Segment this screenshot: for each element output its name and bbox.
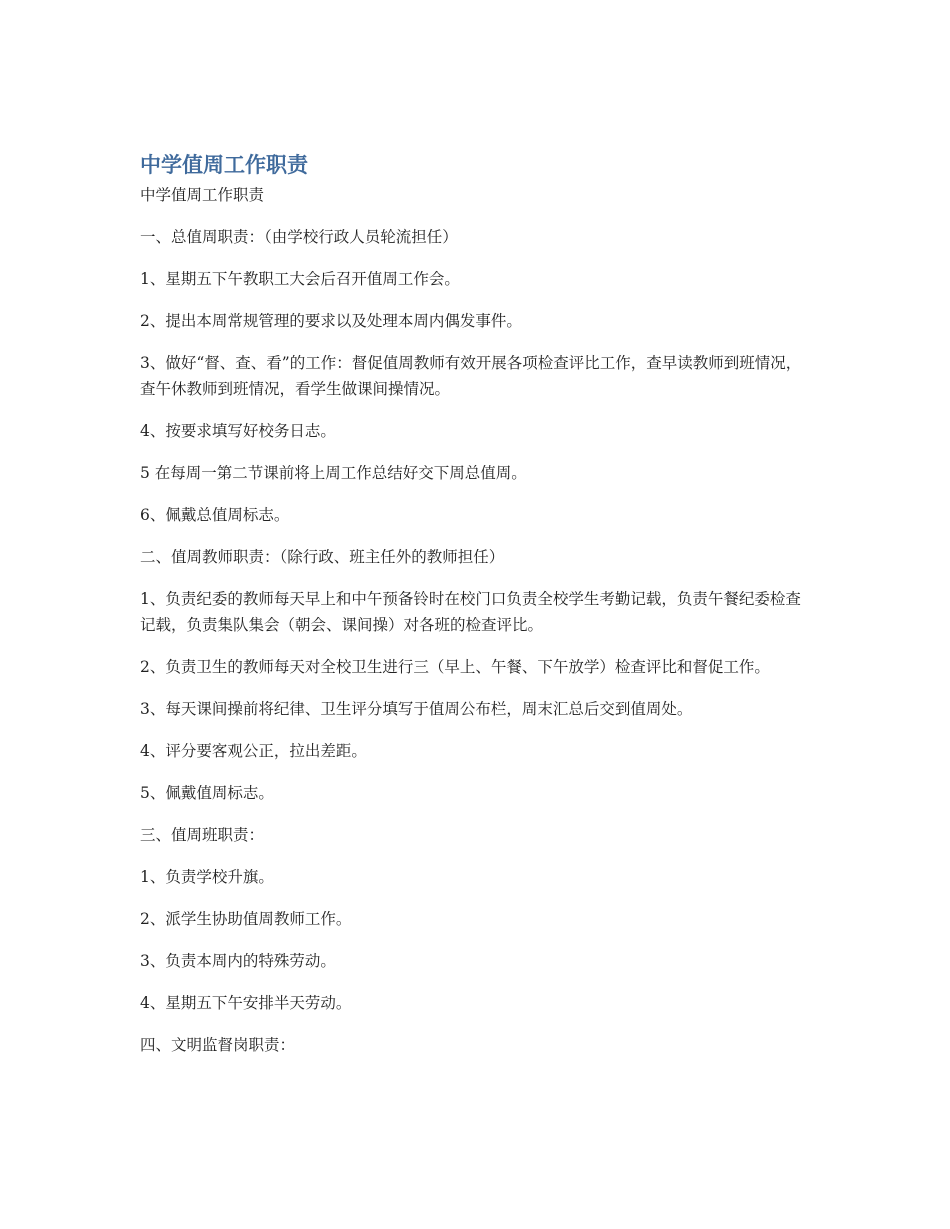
document-title: 中学值周工作职责 <box>140 153 308 177</box>
paragraph: 2、负责卫生的教师每天对全校卫生进行三（早上、午餐、下午放学）检查评比和督促工作。 <box>140 658 770 676</box>
section-heading-4: 四、文明监督岗职责： <box>140 1036 296 1054</box>
paragraph: 1、星期五下午教职工大会后召开值周工作会。 <box>140 270 460 288</box>
paragraph: 4、按要求填写好校务日志。 <box>140 422 336 440</box>
paragraph: 5 在每周一第二节课前将上周工作总结好交下周总值周。 <box>140 464 527 482</box>
section-heading-3: 三、值周班职责： <box>140 826 265 844</box>
section-heading-1: 一、总值周职责：（由学校行政人员轮流担任） <box>140 228 458 246</box>
paragraph: 1、负责纪委的教师每天早上和中午预备铃时在校门口负责全校学生考勤记载，负责午餐纪委检查记载，负责集队集会（朝会、课间操）对各班的检查评比。 <box>140 590 801 634</box>
paragraph: 6、佩戴总值周标志。 <box>140 506 290 524</box>
paragraph: 3、每天课间操前将纪律、卫生评分填写于值周公布栏，周末汇总后交到值周处。 <box>140 700 693 718</box>
paragraph: 1、负责学校升旗。 <box>140 868 274 886</box>
paragraph: 4、星期五下午安排半天劳动。 <box>140 994 352 1012</box>
paragraph: 2、派学生协助值周教师工作。 <box>140 910 352 928</box>
document-subtitle: 中学值周工作职责 <box>140 186 265 204</box>
paragraph: 3、做好“督、查、看”的工作：督促值周教师有效开展各项检查评比工作，查早读教师到班情况，查午休教师到班情况，看学生做课间操情况。 <box>140 354 802 398</box>
document-content <box>140 150 805 1074</box>
paragraph: 2、提出本周常规管理的要求以及处理本周内偶发事件。 <box>140 312 522 330</box>
paragraph: 5、佩戴值周标志。 <box>140 784 274 802</box>
section-heading-2: 二、值周教师职责：（除行政、班主任外的教师担任） <box>140 548 505 566</box>
paragraph: 3、负责本周内的特殊劳动。 <box>140 952 336 970</box>
paragraph: 4、评分要客观公正，拉出差距。 <box>140 742 367 760</box>
